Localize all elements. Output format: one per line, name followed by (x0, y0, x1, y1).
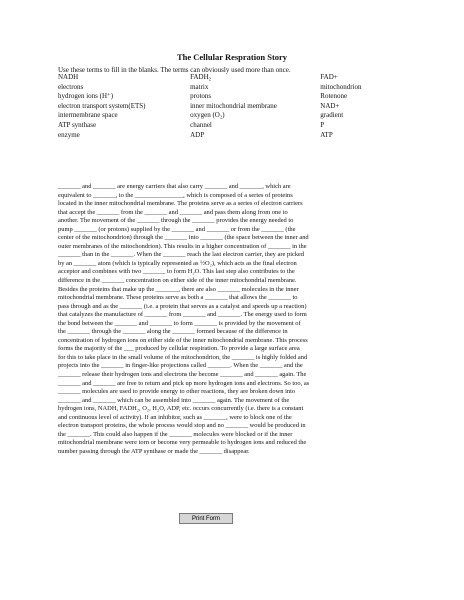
story-line: acceptor and combines with two _______ to form H₂O. This last step also contributes to the (58, 268, 295, 276)
story-line: the _______ through the _______ along the _______ formed because of the difference in (58, 328, 288, 336)
term: inner mitochondrial membrane (190, 101, 277, 110)
page-title: The Cellular Respration Story (176, 52, 288, 62)
story-line: by an _______ atom (which is typically represented as ½O₂), which acts as the final electron (58, 259, 297, 267)
story-line: that catalyzes the manufacture of _______ from _______ and _______. The energy used to form (58, 311, 307, 319)
term: NAD+ (320, 101, 340, 110)
term: hydrogen ions (H⁺) (58, 92, 114, 101)
term-row (58, 111, 398, 121)
term: gradient (320, 111, 344, 120)
story-line: _______ molecules are used to provide energy to other reactions, they are broken down into (58, 388, 296, 396)
term: channel (190, 120, 212, 129)
term-row (58, 102, 398, 112)
story-line: and continuous level of activity). If an inhibitor, such as _______, were to block one of the (58, 413, 292, 421)
term: protons (190, 92, 212, 101)
story-line: _______ and _______ are energy carriers that also carry _______ and _______, which are (58, 183, 291, 190)
story-line: _______ release their hydrogen ions and electrons the become _______ and _______ again. The (58, 371, 307, 379)
story-line: pass through and as the _______ (i.e. a protein that serves as a catalyst and speeds up a reaction) (58, 302, 307, 310)
term: Rotenone (320, 92, 348, 101)
term: NADH (58, 73, 79, 81)
instructions: Use these terms to fill in the blanks. The terms can obviously used more than once. (58, 66, 291, 74)
term: mitochondrion (320, 82, 362, 91)
term: electrons (58, 82, 84, 91)
story-line: _______ than in the _______. When the _______ reach the last electron carrier, they are picked (58, 251, 305, 259)
term-row (58, 83, 398, 93)
story-line: that accept the _______ from the _______ and _______ and pass them along from one to (58, 208, 288, 216)
term: FAD+ (320, 73, 338, 81)
story-line: electron transport proteins, the whole process would stop and no _______ would be produced in (58, 422, 306, 430)
story-line: for this to take place in the small volume of the mitochondrion, the _______ is highly folded and (58, 353, 308, 361)
term: ATP synthase (58, 120, 97, 129)
story-line: concentration of hydrogen ions on either side of the inner mitochondrial membrane. This process (58, 336, 308, 344)
term: electron transport system(ETS) (58, 101, 146, 110)
term-row (58, 131, 398, 141)
story-line: outer membranes of the mitochondrion). This results in a higher concentration of _______ in the (58, 242, 307, 250)
term: ADP (190, 130, 205, 139)
term-bank (58, 73, 398, 140)
story-line: mitochondrial membrane. These proteins serve as both a _______ that allows the _______ to (58, 294, 298, 302)
print-form-button[interactable]: Print Form (179, 513, 233, 524)
story-line: _______ and _______ which can be assembled into _______ again. The movement of the (58, 396, 290, 404)
story-line: mitochondrial membrane were torn or become very permeable to hydrogen ions and reduced the (58, 439, 307, 447)
story-line: difference in the _______ concentration on either side of the inner mitochondrial membrane. (58, 277, 297, 285)
story-line: projects into the _______ in finger-like projections called _______. When the _______ and the (58, 362, 303, 370)
term: FADH₂ (190, 73, 212, 81)
term: ATP (320, 130, 333, 139)
story-line: forms the majority of the ___ produced by cellular respiration. To provide a large surface area (58, 345, 300, 353)
term: matrix (190, 82, 209, 91)
story-line: located in the inner mitochondrial membrane. The proteins serve as a series of electron carriers (58, 200, 303, 208)
term-row (58, 73, 398, 83)
term-row (58, 92, 398, 102)
story-line: center of the mitochondrion) through the _______ into _______ (the space between the inner and (58, 234, 309, 242)
story-line: pump _______ (or protons) supplied by the _______ and _______ or from the _______ (the (58, 225, 296, 233)
story-line: the bond between the _______ and _______ to form _______ is provided by the movement of (58, 319, 301, 327)
term: enzyme (58, 130, 80, 139)
term: P (320, 120, 325, 129)
term-row (58, 121, 398, 131)
story-line: another. The movement of the _______ through the _______ provides the energy needed to (58, 217, 294, 225)
story-line: Besides the proteins that make up the _______, there are also _______ molecules in the inner (58, 285, 299, 293)
term: intermembrane space (58, 111, 118, 120)
term: oxygen (O₂) (190, 111, 225, 120)
story-line: hydrogen ions, NADH, FADH₂, O₂, H₂O, ADP, etc. occurs concurrently (i.e. there is a constant (58, 405, 304, 413)
story-line: number passing through the ATP synthase or made the _______ disappear. (58, 447, 250, 455)
story-line: the _______. This could also happen if the _______ molecules were blocked or if the inner (58, 430, 293, 438)
story-line: _______ and _______ are free to return and pick up more hydrogen ions and electrons. So too, as (58, 379, 310, 387)
story-line: equivalent to _______, to the _______________, which is composed of a series of proteins (58, 191, 293, 199)
story-text (58, 183, 408, 457)
